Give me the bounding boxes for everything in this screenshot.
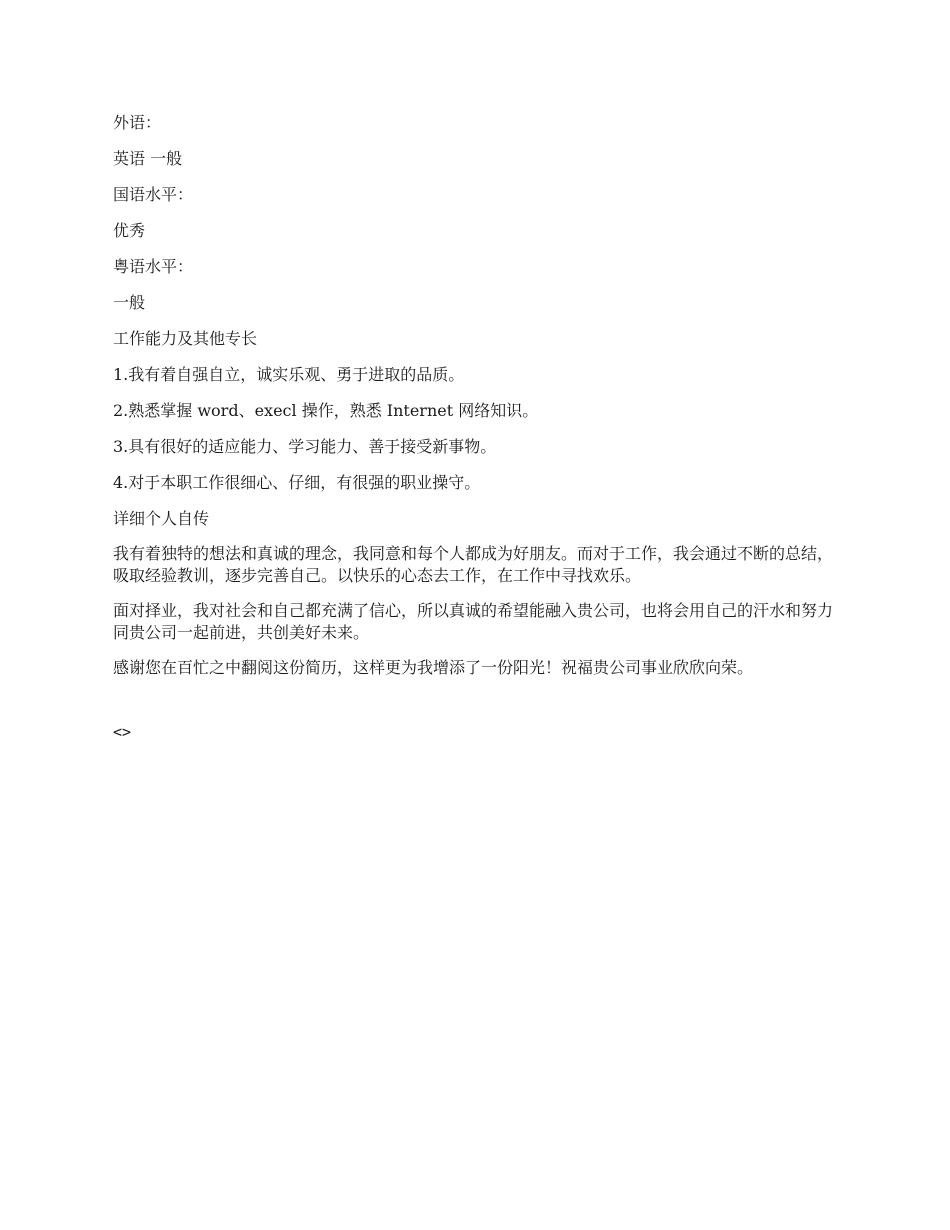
autobiography-paragraph-2: 面对择业，我对社会和自己都充满了信心，所以真诚的希望能融入贵公司，也将会用自己的汗水和努力同贵公司一起前进，共创美好未来。 (113, 601, 834, 642)
trailing-marker: <> (113, 723, 132, 741)
label-cantonese-level: 粤语水平： (113, 257, 194, 276)
section-heading-autobiography: 详细个人自传 (113, 509, 210, 528)
label-foreign-language: 外语： (113, 113, 162, 132)
skill-item-3: 3.具有很好的适应能力、学习能力、善于接受新事物。 (113, 437, 497, 456)
label-mandarin-level: 国语水平： (113, 185, 194, 204)
value-mandarin-level: 优秀 (113, 221, 146, 240)
value-english-level: 英语 一般 (113, 149, 183, 168)
skill-item-1: 1.我有着自强自立，诚实乐观、勇于进取的品质。 (113, 365, 465, 384)
document-page (113, 111, 841, 743)
autobiography-paragraph-3: 感谢您在百忙之中翻阅这份简历，这样更为我增添了一份阳光！祝福贵公司事业欣欣向荣。 (113, 658, 754, 677)
value-cantonese-level: 一般 (113, 293, 146, 312)
section-heading-skills: 工作能力及其他专长 (113, 329, 258, 348)
skill-item-4: 4.对于本职工作很细心、仔细，有很强的职业操守。 (113, 473, 481, 492)
skill-item-2: 2.熟悉掌握 word、execl 操作，熟悉 Internet 网络知识。 (113, 401, 539, 420)
autobiography-paragraph-1: 我有着独特的想法和真诚的理念，我同意和每个人都成为好朋友。而对于工作，我会通过不断的总结，吸取经验教训，逐步完善自己。以快乐的心态去工作，在工作中寻找欢乐。 (113, 544, 834, 585)
